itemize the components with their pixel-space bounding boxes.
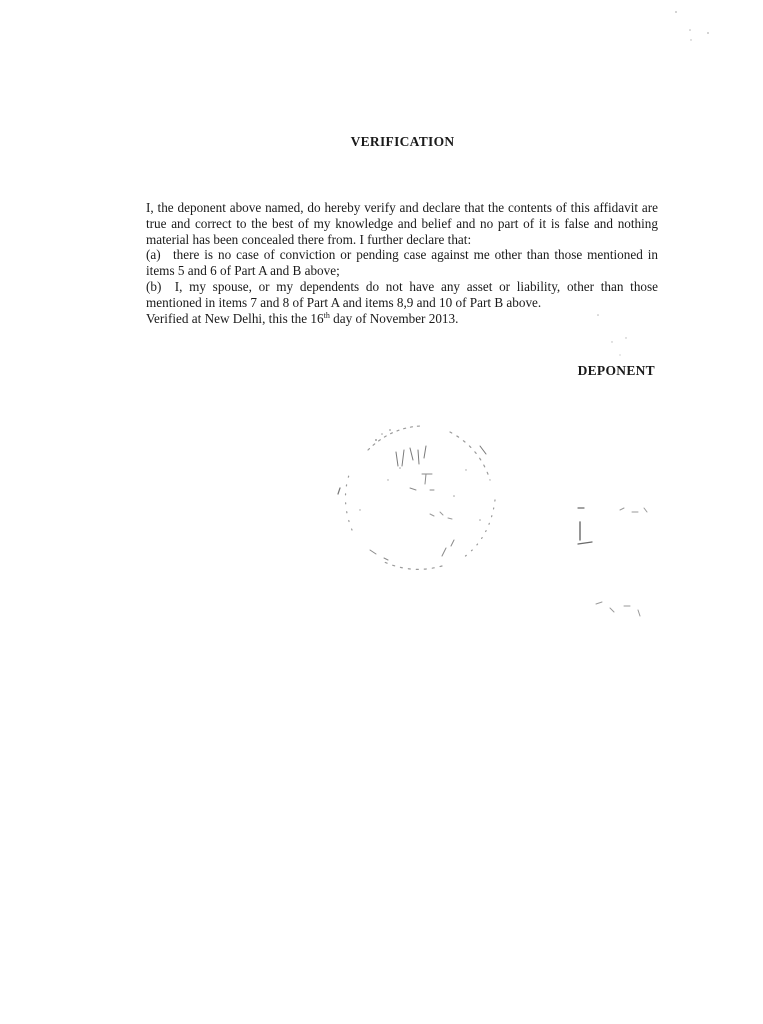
intro-paragraph: I, the deponent above named, do hereby verify and declare that the contents of this affidavit are true and correct to the best of my knowledge and belief and no part of it is false and nothing material has been concealed there from. I further declare that:	[146, 200, 658, 247]
item-marker: (a)	[146, 247, 161, 263]
item-marker: (b)	[146, 278, 162, 294]
deponent-label: DEPONENT	[577, 363, 655, 378]
document-heading: VERIFICATION	[350, 134, 455, 149]
ordinal-suffix: th	[323, 310, 330, 320]
item-text: I, my spouse, or my dependents do not have any asset or liability, other than those mentioned in items 7 and 8 of Part A and items 8,9 and 10 of Part B above.	[146, 278, 659, 310]
declaration-item-b	[146, 279, 658, 311]
faint-signature-marks	[560, 480, 670, 630]
verification-date-line	[146, 311, 658, 327]
verification-body	[146, 200, 658, 326]
item-text: there is no case of conviction or pending case against me other than those mentioned in items 5 and 6 of Part A and B above;	[146, 247, 659, 279]
verified-rest: day of November 2013.	[329, 310, 459, 326]
declaration-item-a	[146, 247, 658, 279]
faded-seal-stamp	[330, 410, 510, 580]
verified-prefix: Verified at New Delhi, this the 16	[146, 310, 324, 326]
